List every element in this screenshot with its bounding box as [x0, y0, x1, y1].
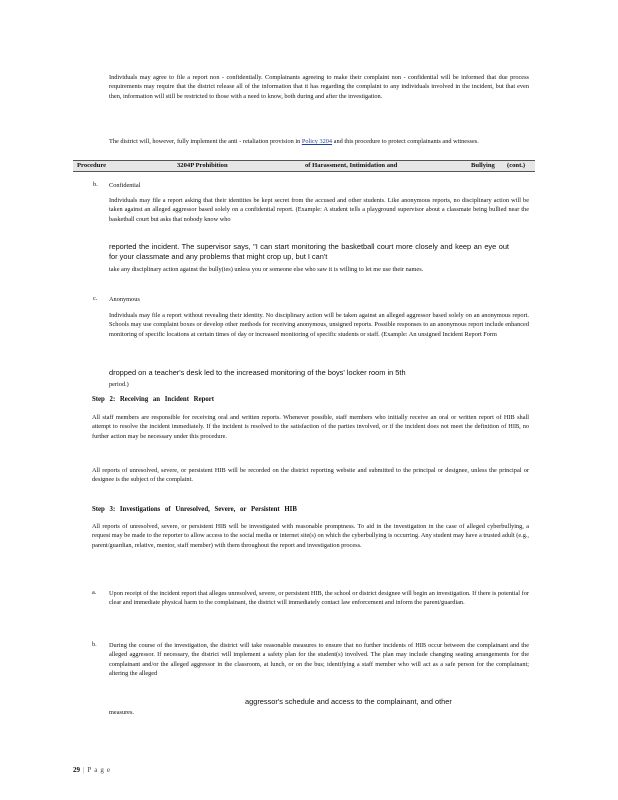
confidential-marker: b. [93, 181, 98, 188]
procedure-cont: (cont.) [507, 162, 526, 169]
procedure-label: Procedure [77, 162, 107, 169]
intro-paragraph-2-text-before: The district will, however, fully implement the anti - retaliation provision in [109, 138, 301, 145]
step-3-item-a: Upon receipt of the incident report that alleges unresolved, severe, or persistent HIB, the school or district designee will begin an investigation. If there is potential for clear and immediate physical harm to the complainant, the district will immediately contact law enforcement and inform the parent/guardian. [109, 590, 529, 607]
procedure-title-mid: of Harassment, Intimidation and [305, 162, 398, 169]
policy-link[interactable]: Policy 3204 [301, 138, 333, 145]
anonymous-heading: Anonymous [109, 296, 140, 303]
confidential-heading: Confidential [109, 182, 141, 189]
anonymous-marker: c. [93, 295, 98, 302]
intro-paragraph-2-text-after: and this procedure to protect complainants and witnesses. [333, 138, 479, 145]
step-3-item-b-text-b: aggressor's schedule and access to the complainant, and other [245, 697, 452, 706]
anonymous-text-b: dropped on a teacher's desk led to the increased monitoring of the boys' locker room in 5th [109, 368, 406, 377]
procedure-title-end: Bullying [471, 162, 495, 169]
step-3-item-a-marker: a. [92, 589, 97, 596]
confidential-text-c: take any disciplinary action against the bully(ies) unless you or someone else who saw it is willing to let me use their names. [109, 266, 424, 273]
anonymous-text-c: period.) [109, 381, 129, 388]
confidential-text-b: reported the incident. The supervisor says, "I can start monitoring the basketball court more closely and keep an eye out for your classmate and any problems that might crop up, but I can't [109, 242, 509, 261]
step-3-paragraph-1: All reports of unresolved, severe, or persistent HIB will be investigated with reasonable promptness. To aid in the investigation in the case of alleged cyberbullying, a request may be made to the reporter to allow access to the social media or internet site(s) on which the cyberbullying is occurring. Any student may have a trusted adult (e.g., parent/guardian, relative, mentor, staff member) with them throughout the report and investigation process. [92, 523, 529, 549]
procedure-number: 3204P Prohibition [177, 162, 228, 169]
step-2-heading: Step 2: Receiving an Incident Report [92, 396, 215, 403]
step-3-item-b-text-c: measures. [109, 709, 135, 716]
confidential-text-a: Individuals may file a report asking that their identities be kept secret from the accused and other students. Like anonymous reports, no disciplinary action will be taken against an alleged aggressor based solely on a confidential report. (Example: A student tells a playground supervisor about a classmate being bullied near the basketball court but asks that nobody know who [109, 197, 529, 223]
procedure-header-bar [73, 160, 535, 172]
page-footer [73, 766, 113, 774]
intro-paragraph-2 [109, 137, 529, 146]
intro-paragraph-1: Individuals may agree to file a report non - confidentially. Complainants agreeing to make their complaint non - confidential will be informed that due process requirements may require that the district release all of the information that it has regarding the complaint to any individuals involved in the incident, but that even then, information will still be restricted to those with a need to know, both during and after the investigation. [109, 74, 529, 100]
step-3-heading: Step 3: Investigations of Unresolved, Severe, or Persistent HIB [92, 506, 297, 513]
page-number: 29 [73, 766, 80, 774]
page-word: Page [87, 766, 114, 774]
step-3-item-b-text-a: During the course of the investigation, the district will take reasonable measures to ensure that no further incidents of HIB occur between the complainant and the alleged aggressor. If necessary, the district will implement a safety plan for the student(s) involved. The plan may include changing seating arrangements for the complainant and/or the alleged aggressor in the classroom, at lunch, or on the bus; identifying a staff member who will act as a safe person for the complainant; altering the alleged [109, 642, 529, 677]
step-3-item-b-marker: b. [92, 641, 97, 648]
step-2-paragraph-1: All staff members are responsible for receiving oral and written reports. Whenever possible, staff members who initially receive an oral or written report of HIB shall attempt to resolve the incident immediately. If the incident is resolved to the satisfaction of the parties involved, or if the incident does not meet the definition of HIB, no further action may be necessary under this procedure. [92, 414, 529, 440]
step-2-paragraph-2: All reports of unresolved, severe, or persistent HIB will be recorded on the district reporting website and submitted to the principal or designee, unless the principal or designee is the subject of the complaint. [92, 467, 529, 484]
footer-separator: | [83, 766, 85, 774]
anonymous-text-a: Individuals may file a report without revealing their identity. No disciplinary action will be taken against an alleged aggressor based solely on an anonymous report. Schools may use complaint boxes or develop other methods for receiving anonymous, unsigned reports. Possible responses to an anonymous report include enhanced monitoring of specific locations at certain times of day or increased monitoring of specific students or staff. (Example: An unsigned Incident Report Form [109, 312, 529, 338]
